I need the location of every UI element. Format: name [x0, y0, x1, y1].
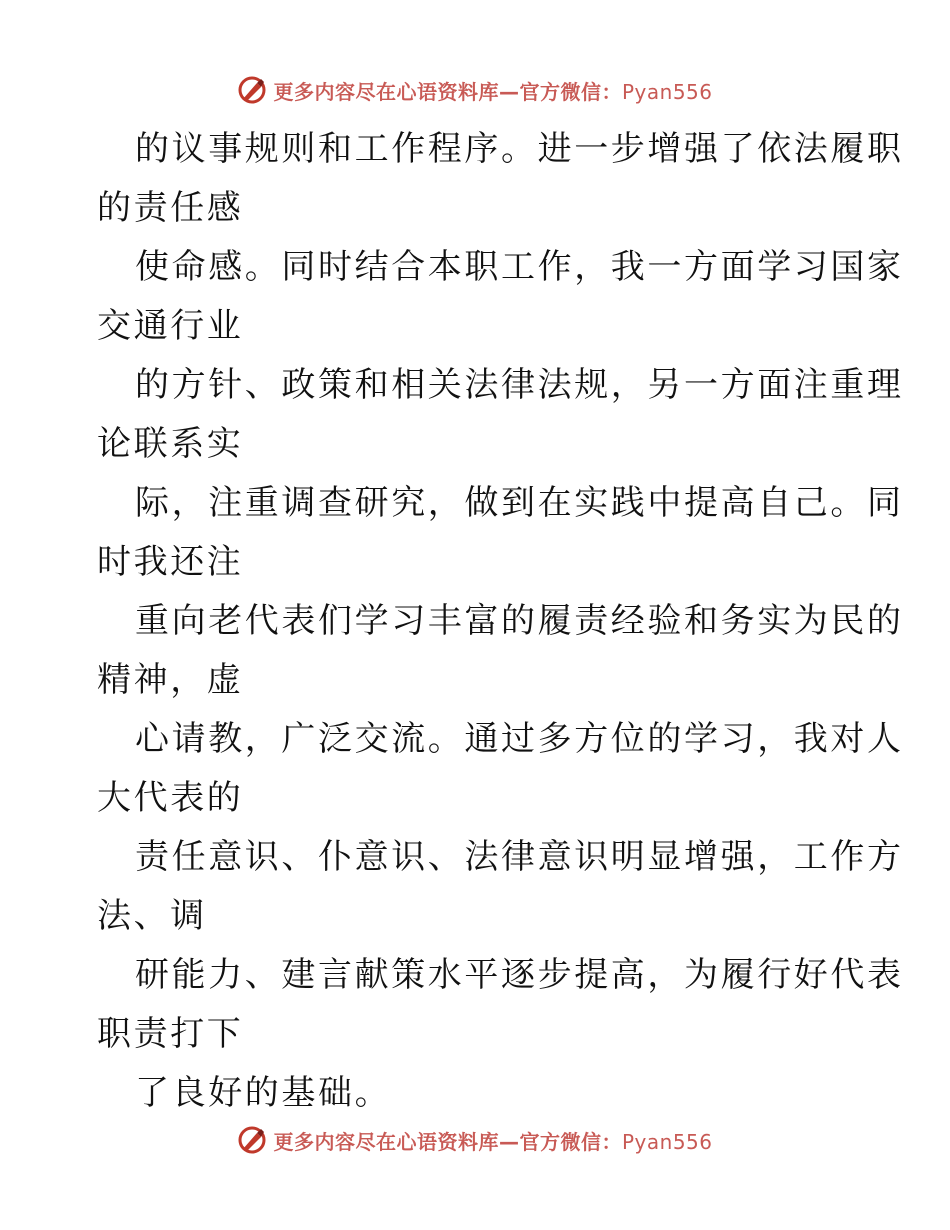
body-line: 时我还注: [97, 542, 244, 582]
body-line: 心请教，广泛交流。通过多方位的学习，我对人: [135, 719, 904, 759]
wechat-id: Pyan556: [621, 79, 713, 104]
body-line: 责任意识、仆意识、法律意识明显增强，工作方: [135, 837, 904, 877]
body-line: 精神，虚: [97, 660, 244, 700]
body-line: 重向老代表们学习丰富的履责经验和务实为民的: [135, 601, 904, 641]
body-line: 论联系实: [97, 424, 244, 464]
pen-logo-icon: [237, 75, 267, 105]
body-line: 职责打下: [97, 1014, 244, 1054]
body-line: 了良好的基础。: [135, 1073, 392, 1113]
body-line: 的责任感: [97, 188, 244, 228]
body-line: 的议事规则和工作程序。进一步增强了依法履职: [135, 129, 904, 169]
body-line: 大代表的: [97, 778, 244, 818]
body-line: 的方针、政策和相关法律法规，另一方面注重理: [135, 365, 904, 405]
body-line: 研能力、建言献策水平逐步提高，为履行好代表: [135, 955, 904, 995]
body-line: 法、调: [97, 896, 207, 936]
footer-banner: [0, 1120, 950, 1160]
banner-label: 更多内容尽在心语资料库—官方微信：: [273, 1129, 622, 1154]
header-banner: [0, 70, 950, 110]
banner-label: 更多内容尽在心语资料库—官方微信：: [273, 79, 622, 104]
pen-logo-icon: [237, 1125, 267, 1155]
document-body: [97, 120, 904, 1123]
banner-text: [273, 1126, 712, 1155]
banner-text: [273, 76, 712, 105]
body-line: 使命感。同时结合本职工作，我一方面学习国家: [135, 247, 904, 287]
body-line: 交通行业: [97, 306, 244, 346]
wechat-id: Pyan556: [621, 1129, 713, 1154]
body-line: 际，注重调查研究，做到在实践中提高自己。同: [135, 483, 904, 523]
